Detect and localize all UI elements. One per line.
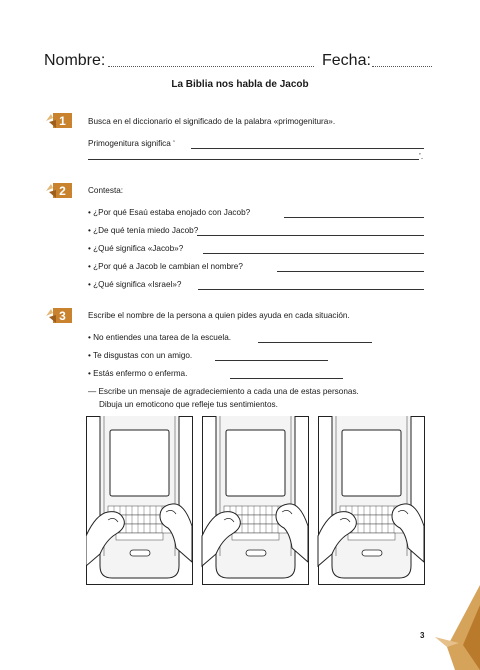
section-number-1: 1 xyxy=(59,114,66,128)
answer-line[interactable] xyxy=(284,217,424,218)
section1-answer-prefix: Primogenitura significa ‘ xyxy=(88,139,175,148)
section-number-2: 2 xyxy=(59,184,66,198)
answer-line[interactable] xyxy=(191,148,424,149)
question-1: • ¿Por qué Esaú estaba enojado con Jacob? xyxy=(88,208,251,217)
situation-1: • No entiendes una tarea de la escuela. xyxy=(88,333,232,342)
answer-line[interactable] xyxy=(88,159,419,160)
answer-line[interactable] xyxy=(230,378,343,379)
name-label: Nombre: xyxy=(44,52,106,69)
answer-line[interactable] xyxy=(277,271,424,272)
section-badge-1 xyxy=(46,112,72,129)
section-badge-3 xyxy=(46,307,72,324)
answer-line[interactable] xyxy=(215,360,328,361)
question-5: • ¿Qué significa «Israel»? xyxy=(88,280,182,289)
corner-decoration xyxy=(425,585,480,670)
question-4: • ¿Por qué a Jacob le cambian el nombre? xyxy=(88,262,243,271)
section3-instruction: Escribe el nombre de la persona a quien pides ayuda en cada situación. xyxy=(88,311,350,320)
date-label: Fecha: xyxy=(322,52,371,69)
page-number: 3 xyxy=(420,631,425,640)
question-3: • ¿Qué significa «Jacob»? xyxy=(88,244,184,253)
section1-instruction: Busca en el diccionario el significado de la palabra «primogenitura». xyxy=(88,117,336,126)
answer-line[interactable] xyxy=(198,289,424,290)
answer-line[interactable] xyxy=(203,253,424,254)
situation-2: • Te disgustas con un amigo. xyxy=(88,351,193,360)
section-number-3: 3 xyxy=(59,309,66,323)
answer-line[interactable] xyxy=(197,235,424,236)
phone-illustrations xyxy=(86,416,426,586)
task-line-2: Dibuja un emoticono que refleje tus sentimientos. xyxy=(99,400,278,409)
answer-line[interactable] xyxy=(258,342,372,343)
section1-answer-suffix: ’. xyxy=(419,152,424,161)
section-badge-2 xyxy=(46,182,72,199)
question-2: • ¿De qué tenía miedo Jacob? xyxy=(88,226,199,235)
task-line-1: — Escribe un mensaje de agradeciemiento a cada una de estas personas. xyxy=(88,387,359,396)
name-field[interactable] xyxy=(108,66,314,67)
section2-instruction: Contesta: xyxy=(88,186,124,195)
situation-3: • Estás enfermo o enferma. xyxy=(88,369,188,378)
page-title: La Biblia nos habla de Jacob xyxy=(171,79,309,90)
date-field[interactable] xyxy=(372,66,432,67)
